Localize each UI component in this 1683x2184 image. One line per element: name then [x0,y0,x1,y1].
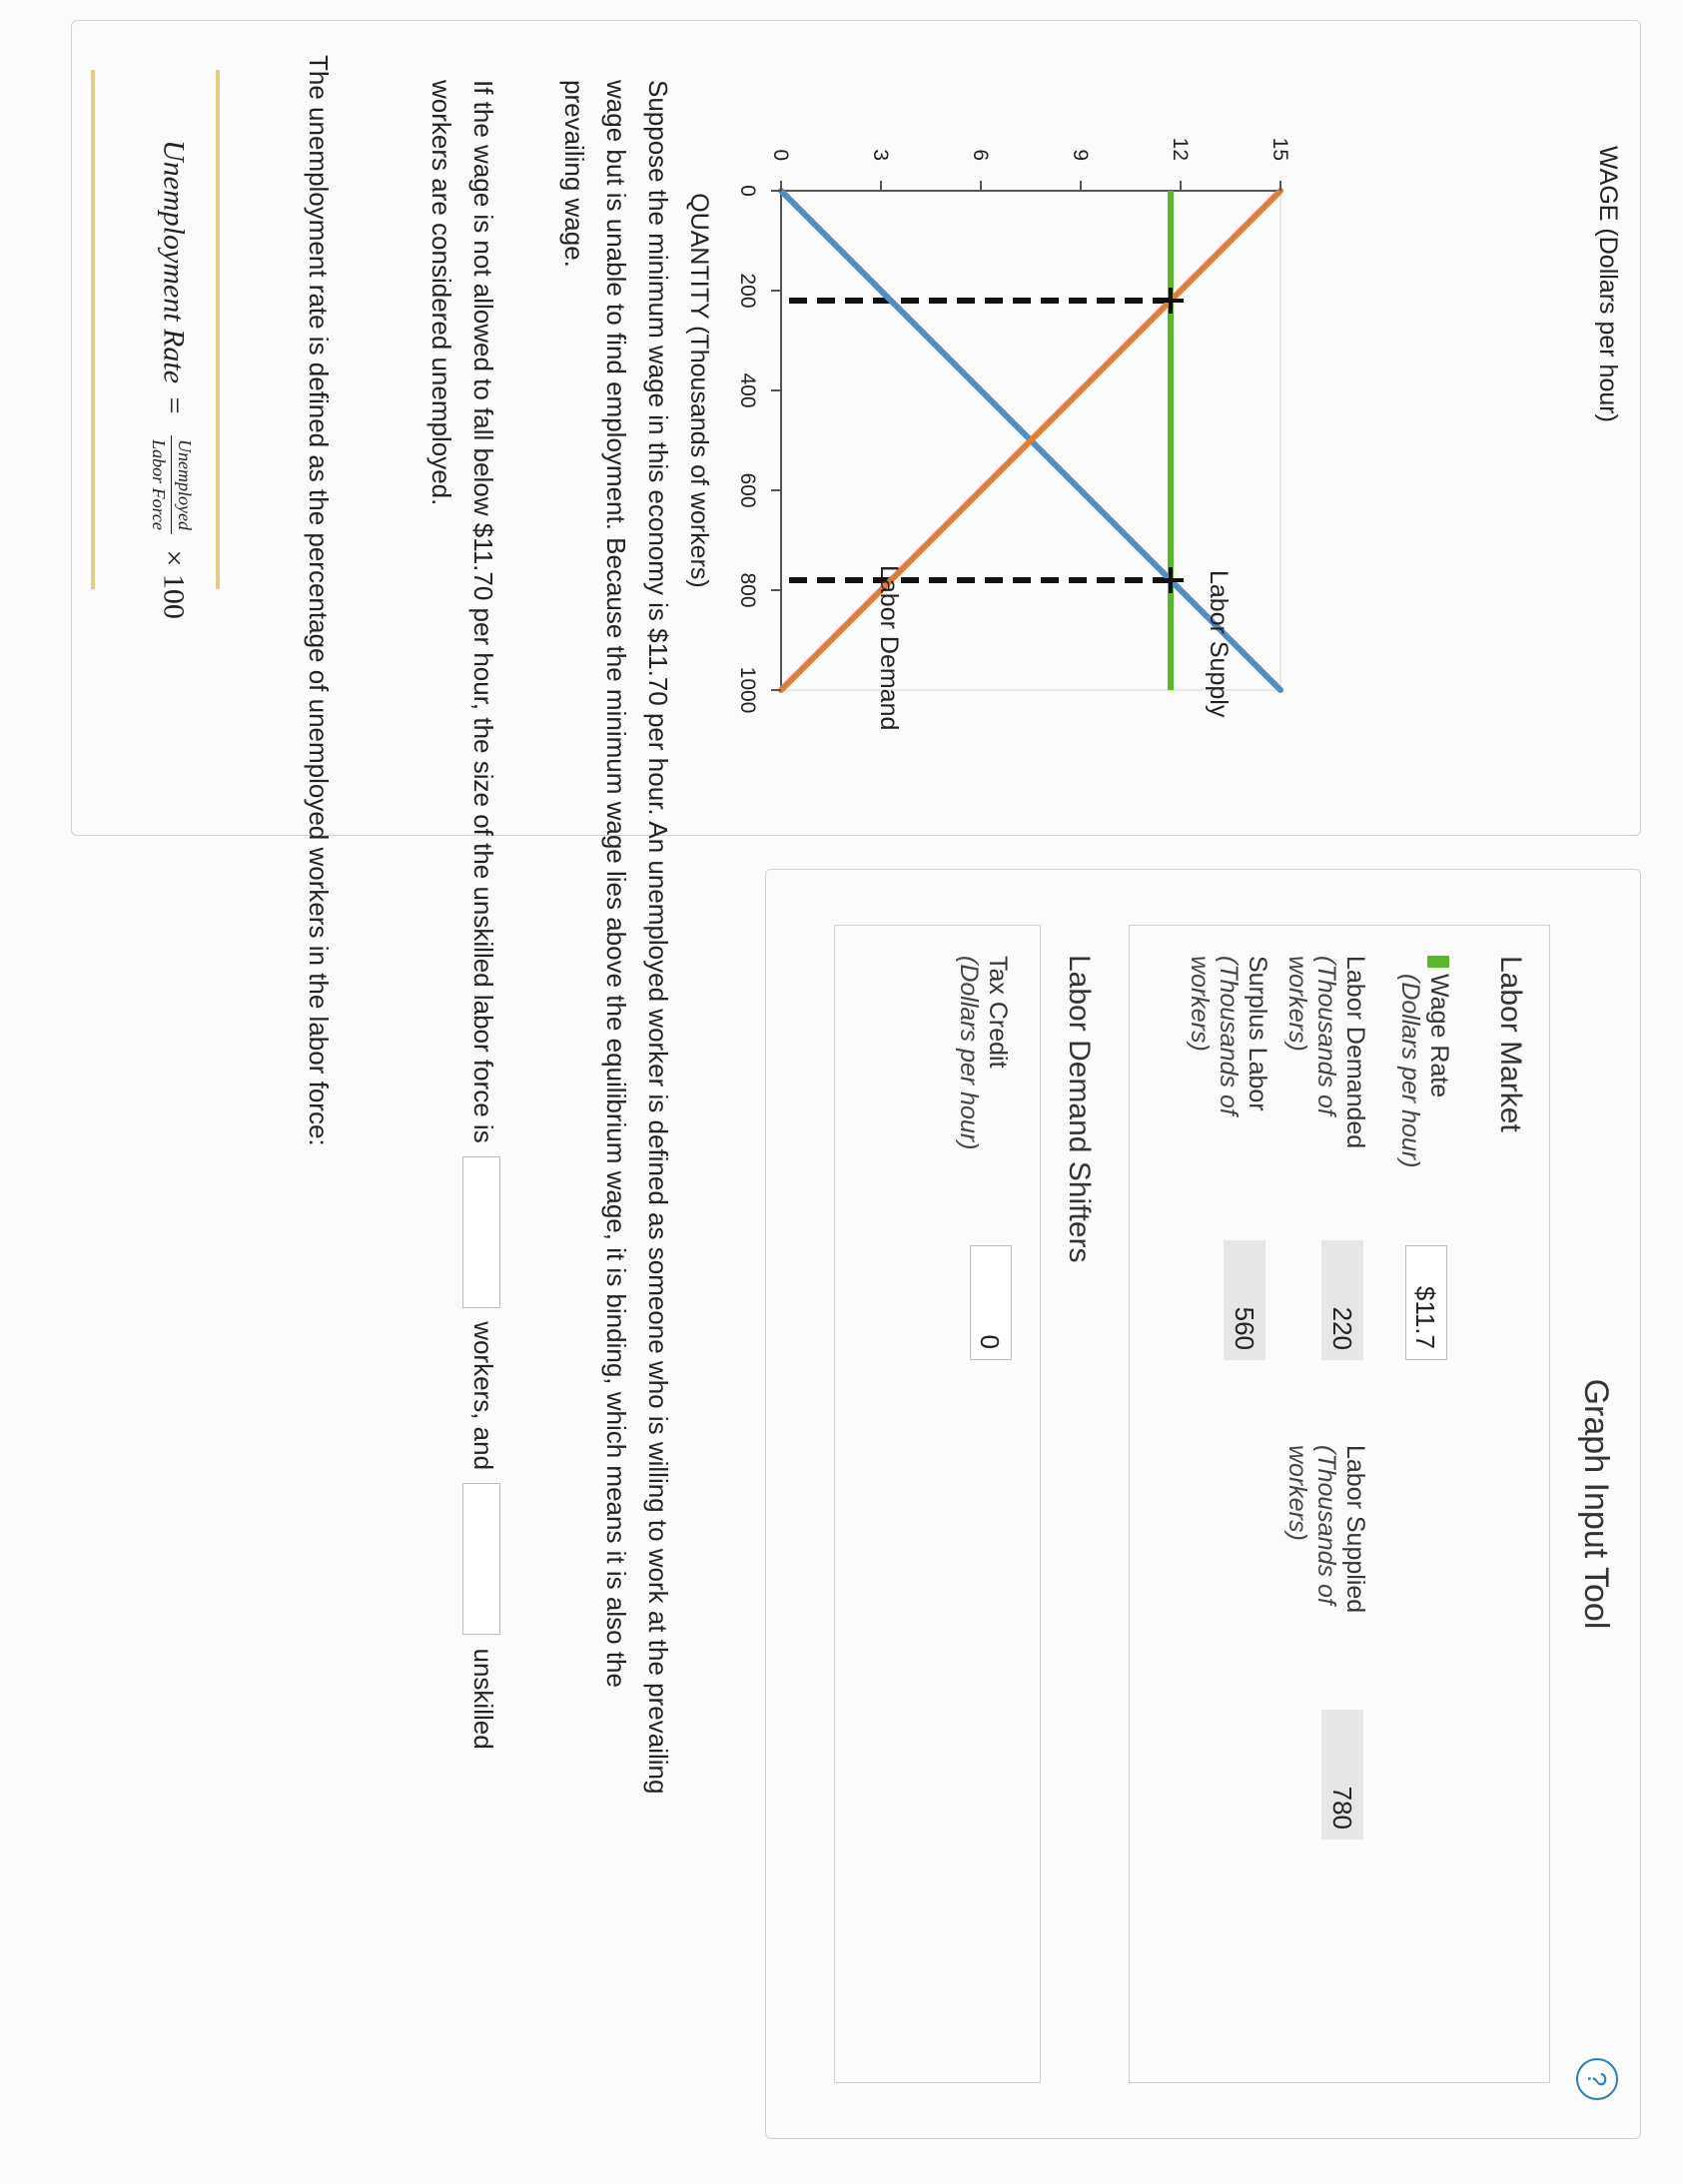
surplus-labor-value: 560 [1224,1240,1265,1360]
graph-input-tool [765,869,1641,2139]
y-tick-label: 6 [969,149,992,161]
question-paragraph-3 [298,55,340,2002]
formula-fraction [148,435,195,534]
x-tick-label: 0 [736,185,759,197]
formula-bottom-rule [91,70,95,589]
labor-demanded-text: Labor Demanded [1341,956,1369,1149]
labor-supplied-value: 780 [1321,1710,1363,1839]
tool-title: Graph Input Tool [1577,1378,1615,1630]
tax-credit-text: Tax Credit [984,956,1012,1069]
question-text-2d: workers are considered unemployed. [425,80,456,506]
labor-demanded-unit: (Thousands of workers) [1283,956,1340,1115]
labor-demand-label: Labor Demand [875,565,903,731]
y-tick-label: 9 [1069,149,1092,161]
labor-market-title: Labor Market [1494,956,1527,1132]
question-text-2b: workers, and [468,1321,498,1471]
help-icon[interactable]: ? [1576,2058,1618,2100]
wage-rate-text: Wage Rate [1425,974,1453,1098]
x-tick-label: 200 [736,273,759,309]
question-paragraph-2 [421,80,504,2027]
formula-denominator: Labor Force [149,439,169,530]
formula-tail: × 100 [157,549,191,619]
y-tick-label: 3 [869,149,892,161]
question-text-1c: prevailing wage. [559,80,589,268]
formula-equals: = [157,396,191,414]
y-tick-label: 12 [1169,137,1192,161]
question-text-1b: wage but is unable to find employment. Because the minimum wage lies above the equilibrium wage, it is binding, which means it is also the [601,80,631,1688]
question-text-2c: unskilled [468,1648,498,1750]
wage-rate-label [1395,974,1453,1223]
y-tick-label: 0 [769,149,792,161]
question-text-2a: If the wage is not allowed to fall below $11.70 per hour, the size of the unskilled labor force is [468,80,498,1143]
x-tick-label: 1000 [736,666,759,714]
x-axis-title: QUANTITY (Thousands of workers) [685,193,713,588]
labor-supplied-unit: (Thousands of workers) [1283,1445,1340,1605]
x-tick-label: 400 [736,372,759,408]
labor-supply-label: Labor Supply [1205,570,1233,718]
unemployment-rate-formula [148,140,195,619]
surplus-labor-unit: (Thousands of workers) [1186,956,1243,1115]
y-axis-title: WAGE (Dollars per hour) [1594,146,1622,422]
x-tick-label: 800 [736,572,759,608]
tax-credit-unit: (Dollars per hour) [955,956,983,1150]
labor-demanded-value: 220 [1321,1240,1363,1360]
tax-credit-label [954,956,1012,1215]
y-tick-label: 15 [1268,137,1291,161]
formula-top-rule [216,70,220,589]
labor-market-box [1129,925,1550,2083]
question-text-1: Suppose the minimum wage in this economy is $11.70 per hour. An unemployed worker is defined as someone who is willing to work at the prevailing [643,80,673,1795]
question-paragraph-1 [553,80,679,2027]
surplus-labor-label [1185,956,1271,1155]
surplus-labor-text: Surplus Labor [1244,956,1271,1111]
formula-numerator: Unemployed [171,435,195,534]
labor-demand-shifters-box [834,925,1041,2083]
formula-lhs: Unemployment Rate [157,140,191,384]
wage-rate-swatch [1427,956,1449,968]
question-text-3: The unemployment rate is defined as the percentage of unemployed workers in the labor force: [304,55,334,1146]
tax-credit-input[interactable]: 0 [970,1245,1012,1360]
labor-demand-shifters-title: Labor Demand Shifters [1063,955,1096,1263]
labor-demanded-label [1282,956,1369,1155]
wage-rate-unit: (Dollars per hour) [1396,974,1424,1168]
labor-supplied-label [1282,1445,1369,1685]
unemployed-workers-input[interactable] [462,1483,500,1635]
wage-rate-input[interactable]: $11.7 [1405,1245,1447,1360]
labor-supplied-text: Labor Supplied [1341,1445,1369,1614]
labor-force-input[interactable] [462,1156,500,1308]
x-tick-label: 600 [736,472,759,508]
